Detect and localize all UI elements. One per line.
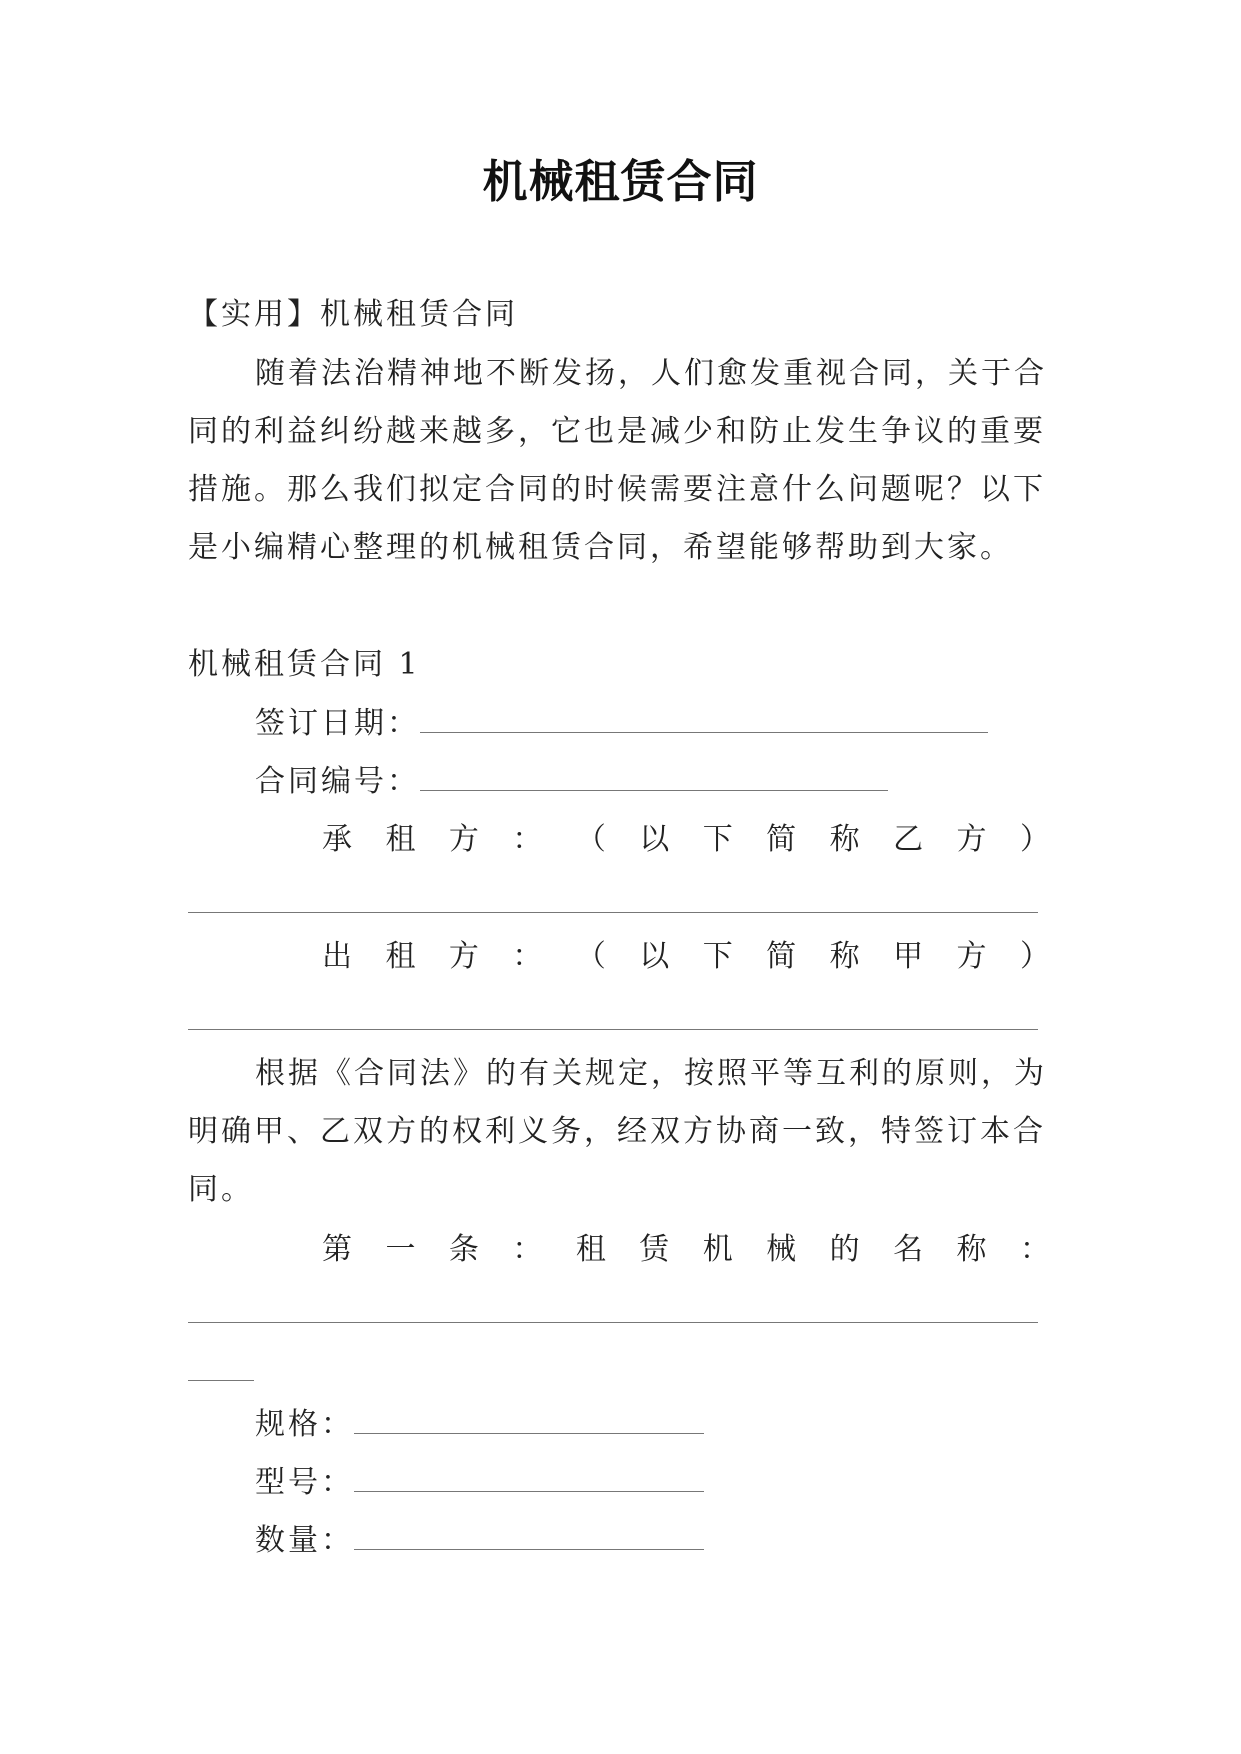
quantity-label: 数量： [255,1523,354,1558]
model-label: 型号： [255,1465,354,1500]
intro-line-2: 同的利益纠纷越来越多，它也是减少和防止发生争议的重要 [188,414,1046,449]
lessee-char: 方 [448,822,479,857]
basis-line-2: 明确甲、乙双方的权利义务，经双方协商一致，特签订本合 [188,1114,1046,1149]
lessor-char: 简 [766,939,797,974]
contract-number-field [255,762,888,802]
lessee-char: 方 [956,822,987,857]
intro-line-1: 随着法治精神地不断发扬，人们愈发重视合同，关于合 [255,356,1047,391]
article-1-char: ： [1019,1232,1050,1267]
basis-line-1: 根据《合同法》的有关规定，按照平等互利的原则，为 [255,1056,1047,1091]
lessor-char: 以 [639,939,670,974]
lessor-char: 出 [322,939,352,974]
lessee-char: 称 [829,822,860,857]
article-1-char: 的 [829,1232,860,1267]
machine-name-blank-continuation [188,1380,254,1381]
contract-number-label: 合同编号： [255,764,420,799]
sign-date-blank [420,706,988,733]
lessor-char: ： [512,939,543,974]
model-blank [354,1465,704,1492]
lessor-char: 称 [829,939,860,974]
model-field [255,1463,704,1503]
sign-date-field [255,704,988,744]
lessee-char: 简 [766,822,797,857]
lessee-char: 乙 [893,822,924,857]
document-title: 机械租赁合同 [482,155,759,208]
lessee-char: ） [1019,822,1050,857]
lessor-char: 方 [448,939,479,974]
article-1-char: ： [512,1232,543,1267]
lessee-char: 下 [702,822,733,857]
basis-line-3: 同。 [188,1172,254,1207]
lessee-char: ： [512,822,543,857]
lessor-char: ） [1019,939,1050,974]
lessee-char: 租 [385,822,416,857]
lessor-char: （ [575,939,606,974]
lessee-line [322,820,1050,860]
lessee-blank-line [188,912,1038,913]
article-1-char: 一 [385,1232,416,1267]
quantity-blank [354,1523,704,1550]
document-subtitle: 【实用】机械租赁合同 [188,297,518,332]
lessor-line [322,937,1050,977]
article-1-char: 械 [766,1232,797,1267]
lessor-char: 租 [385,939,416,974]
intro-line-4: 是小编精心整理的机械租赁合同，希望能够帮助到大家。 [188,530,1013,565]
article-1-char: 名 [893,1232,924,1267]
machine-name-blank-line [188,1322,1038,1323]
lessor-char: 下 [702,939,733,974]
lessee-char: （ [575,822,606,857]
quantity-field [255,1521,704,1561]
lessee-char: 以 [639,822,670,857]
spec-field [255,1405,704,1445]
spec-label: 规格： [255,1407,354,1442]
sign-date-label: 签订日期： [255,706,420,741]
article-1-char: 第 [322,1232,352,1267]
article-1-line [322,1230,1050,1270]
intro-line-3: 措施。那么我们拟定合同的时候需要注意什么问题呢？以下 [188,472,1046,507]
article-1-char: 赁 [639,1232,670,1267]
article-1-char: 条 [448,1232,479,1267]
section-heading: 机械租赁合同 1 [188,647,421,682]
contract-number-blank [420,764,888,791]
lessee-char: 承 [322,822,352,857]
spec-blank [354,1407,704,1434]
article-1-char: 机 [702,1232,733,1267]
article-1-char: 租 [575,1232,606,1267]
lessor-char: 方 [956,939,987,974]
lessor-char: 甲 [893,939,924,974]
lessor-blank-line [188,1029,1038,1030]
article-1-char: 称 [956,1232,987,1267]
